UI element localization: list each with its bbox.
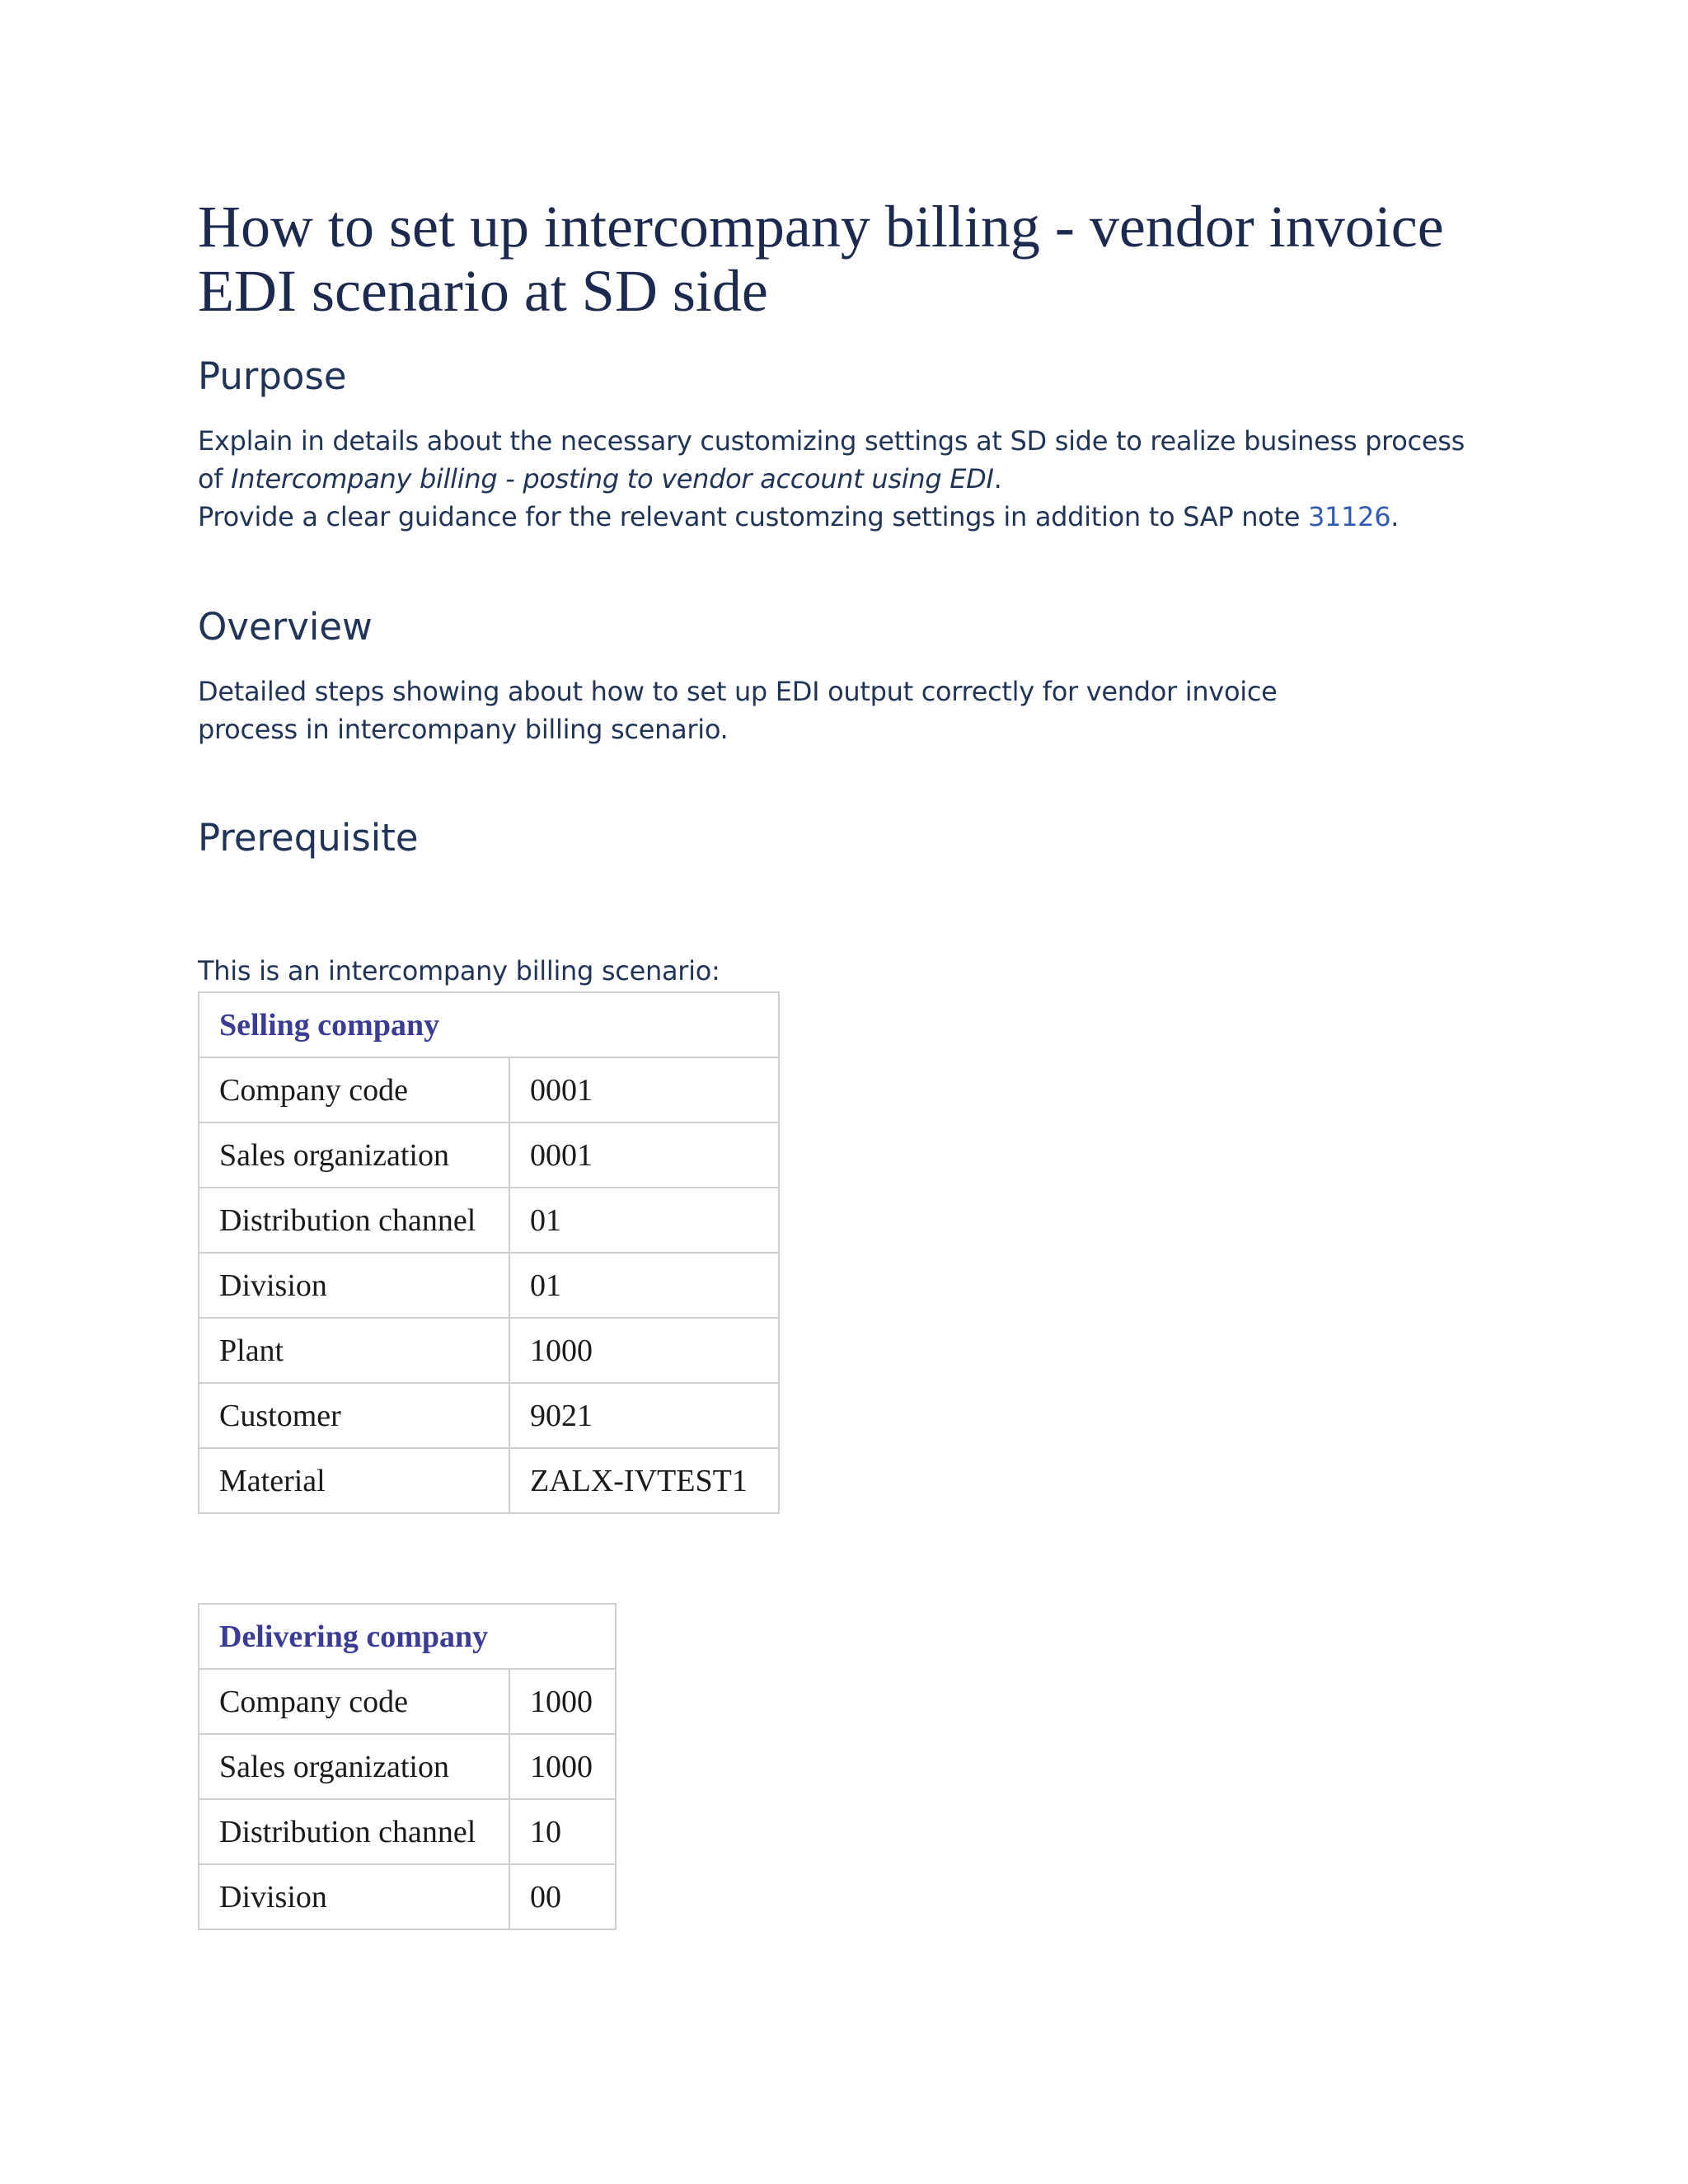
row-value: 1000 — [509, 1318, 779, 1383]
selling-company-table — [198, 991, 780, 1514]
row-label: Company code — [199, 1057, 509, 1122]
row-label: Sales organization — [199, 1122, 509, 1188]
table-row — [199, 1253, 779, 1318]
row-value: ZALX-IVTEST1 — [509, 1448, 779, 1513]
selling-company-header: Selling company — [199, 992, 779, 1057]
table-row — [199, 1057, 779, 1122]
purpose-line1-end: . — [993, 463, 1002, 494]
row-value: 9021 — [509, 1383, 779, 1448]
row-label: Sales organization — [199, 1734, 509, 1799]
row-value: 1000 — [509, 1669, 616, 1734]
purpose-heading: Purpose — [198, 354, 347, 398]
row-label: Distribution channel — [199, 1799, 509, 1864]
row-value: 01 — [509, 1253, 779, 1318]
sap-note-link[interactable]: 31126 — [1307, 501, 1391, 532]
purpose-line1-italic: Intercompany billing - posting to vendor account using EDI — [231, 463, 994, 494]
row-label: Division — [199, 1253, 509, 1318]
table-row — [199, 1318, 779, 1383]
prerequisite-heading: Prerequisite — [198, 816, 419, 860]
table-row — [199, 1383, 779, 1448]
table-header-row — [199, 1604, 616, 1669]
purpose-line2-text: Provide a clear guidance for the relevant customzing settings in addition to SAP note — [198, 501, 1308, 532]
row-label: Division — [199, 1864, 509, 1929]
row-value: 0001 — [509, 1122, 779, 1188]
table-row — [199, 1799, 616, 1864]
row-label: Material — [199, 1448, 509, 1513]
row-value: 1000 — [509, 1734, 616, 1799]
delivering-company-table — [198, 1603, 617, 1930]
row-label: Customer — [199, 1383, 509, 1448]
overview-heading: Overview — [198, 605, 373, 649]
row-label: Plant — [199, 1318, 509, 1383]
row-value: 00 — [509, 1864, 616, 1929]
purpose-text — [198, 422, 1484, 536]
row-label: Company code — [199, 1669, 509, 1734]
purpose-line2-end: . — [1390, 501, 1400, 532]
row-value: 01 — [509, 1188, 779, 1253]
table-row — [199, 1864, 616, 1929]
table-row — [199, 1448, 779, 1513]
table-row — [199, 1188, 779, 1253]
row-label: Distribution channel — [199, 1188, 509, 1253]
table-row — [199, 1669, 616, 1734]
overview-text: Detailed steps showing about how to set up EDI output correctly for vendor invoice process in intercompany billing scenario. — [198, 676, 1278, 745]
purpose-line1-text: Explain in details about the necessary customizing settings at SD side to realize business process of — [198, 425, 1465, 494]
table-row — [199, 1734, 616, 1799]
table-header-row — [199, 992, 779, 1057]
row-value: 10 — [509, 1799, 616, 1864]
table-row — [199, 1122, 779, 1188]
document-title: How to set up intercompany billing - vendor invoice EDI scenario at SD side — [198, 194, 1444, 324]
prerequisite-intro: This is an intercompany billing scenario: — [198, 955, 720, 987]
row-value: 0001 — [509, 1057, 779, 1122]
delivering-company-header: Delivering company — [199, 1604, 616, 1669]
